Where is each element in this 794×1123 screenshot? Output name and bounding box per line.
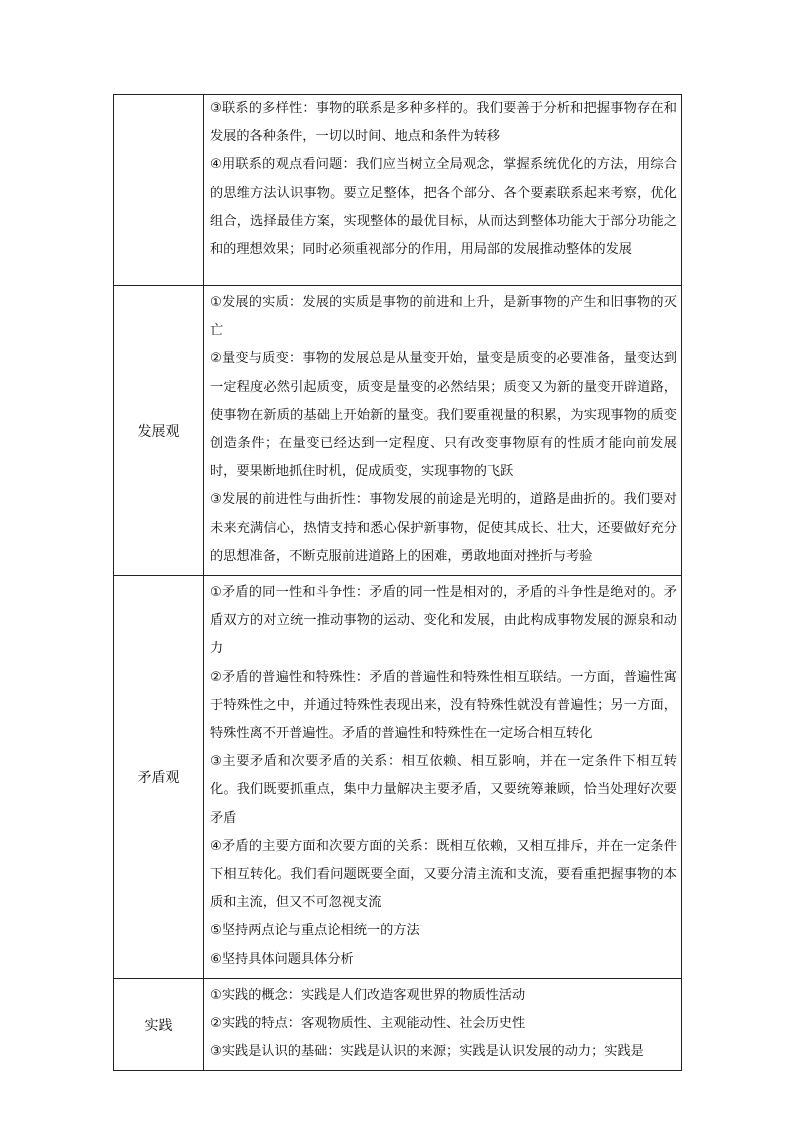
paragraph: ②矛盾的普遍性和特殊性：矛盾的普遍性和特殊性相互联结。一方面，普遍性寓于特殊性之中，并通过特殊性表现出来，没有特殊性就没有普遍性；另一方面，特殊性离不开普遍性。矛盾的普遍性和特殊性在一定场合相互转化 bbox=[210, 669, 677, 742]
row-label: 发展观 bbox=[114, 286, 204, 576]
paragraph: ①矛盾的同一性和斗争性：矛盾的同一性是相对的，矛盾的斗争性是绝对的。矛盾双方的对立统一推动事物的运动、变化和发展，由此构成事物发展的源泉和动力 bbox=[210, 585, 677, 657]
row-content bbox=[204, 576, 682, 979]
paragraph: ②实践的特点：客观物质性、主观能动性、社会历史性 bbox=[210, 1016, 526, 1032]
table-row bbox=[114, 95, 682, 286]
paragraph: ③发展的前进性与曲折性：事物发展的前途是光明的，道路是曲折的。我们要对未来充满信心，热情支持和悉心保护新事物，促使其成长、壮大，还要做好充分的思想准备，不断克服前进道路上的困难，勇敢地面对挫折与考验 bbox=[210, 492, 677, 564]
paragraph: ①实践的概念：实践是人们改造客观世界的物质性活动 bbox=[210, 987, 526, 1003]
paragraph: ③联系的多样性：事物的联系是多种多样的。我们要善于分析和把握事物存在和发展的各种条件，一切以时间、地点和条件为转移 bbox=[210, 101, 677, 145]
knowledge-table bbox=[113, 94, 682, 1071]
table-row bbox=[114, 286, 682, 576]
table-row bbox=[114, 978, 682, 1071]
paragraph: ①发展的实质：发展的实质是事物的前进和上升，是新事物的产生和旧事物的灭亡 bbox=[210, 295, 677, 339]
paragraph: ③主要矛盾和次要矛盾的关系：相互依赖、相互影响，并在一定条件下相互转化。我们既要抓重点，集中力量解决主要矛盾，又要统筹兼顾，恰当处理好次要矛盾 bbox=[210, 754, 677, 826]
paragraph: ④用联系的观点看问题：我们应当树立全局观念，掌握系统优化的方法，用综合的思维方法认识事物。要立足整体，把各个部分、各个要素联系起来考察，优化组合，选择最佳方案，实现整体的最优目标，从而达到整体功能大于部分功能之和的理想效果；同时必须重视部分的作用，用局部的发展推动整体的发展 bbox=[210, 157, 677, 258]
row-label: 矛盾观 bbox=[114, 576, 204, 979]
paragraph: ⑥坚持具体问题具体分析 bbox=[210, 951, 354, 967]
row-label: 实践 bbox=[114, 978, 204, 1071]
paragraph: ②量变与质变：事物的发展总是从量变开始，量变是质变的必要准备，量变达到一定程度必然引起质变，质变是量变的必然结果；质变又为新的量变开辟道路，使事物在新质的基础上开始新的量变。我们要重视量的积累，为实现事物的质变创造条件；在量变已经达到一定程度、只有改变事物原有的性质才能向前发展时，要果断地抓住时机，促成质变，实现事物的飞跃 bbox=[210, 351, 677, 480]
row-content bbox=[204, 978, 682, 1071]
paragraph: ④矛盾的主要方面和次要方面的关系：既相互依赖，又相互排斥，并在一定条件下相互转化。我们看问题既要全面，又要分清主流和支流，要看重把握事物的本质和主流，但又不可忽视支流 bbox=[210, 838, 677, 911]
row-content bbox=[204, 95, 682, 286]
table-row bbox=[114, 576, 682, 979]
paragraph: ⑤坚持两点论与重点论相统一的方法 bbox=[210, 923, 420, 939]
row-label bbox=[114, 95, 204, 286]
row-content bbox=[204, 286, 682, 576]
paragraph: ③实践是认识的基础：实践是认识的来源；实践是认识发展的动力；实践是 bbox=[210, 1044, 644, 1060]
